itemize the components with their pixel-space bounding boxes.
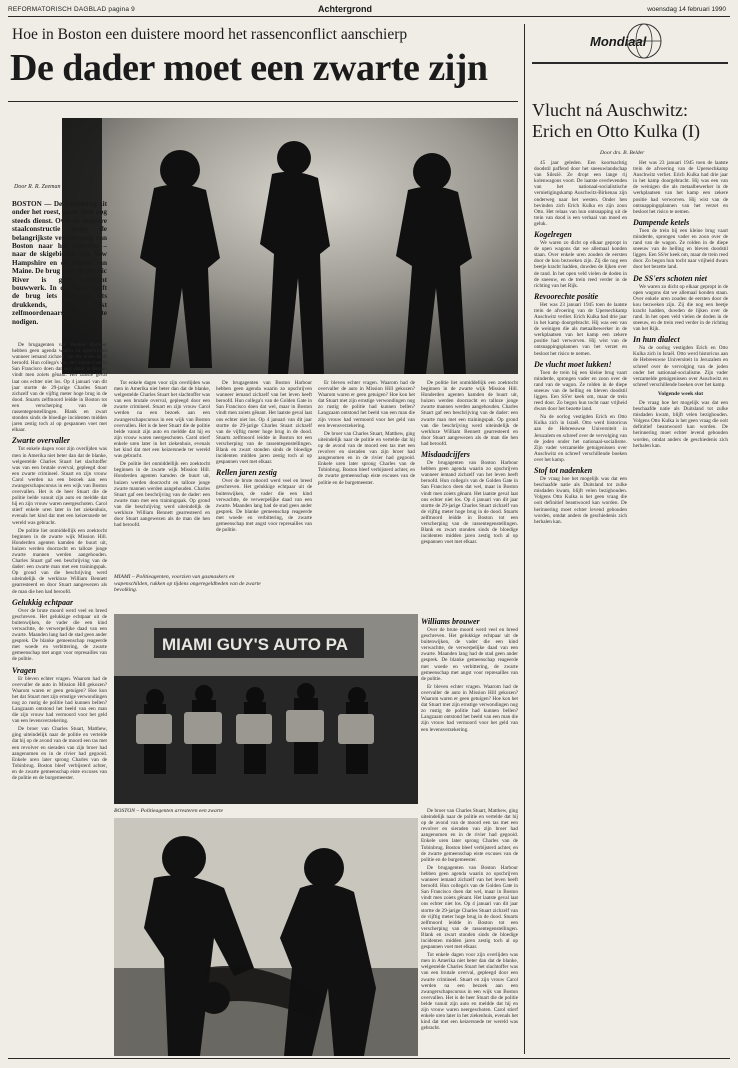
article-lead: BOSTON — De Tobinbrug zit onder het roest, maar doet nog steeds dienst. Over de duistere staalconstructie loopt de belangrijkste verkeersweg van Boston naar het noorden – naar de skigebieden van New Hampshire en de bossen van Maine. De brug over de Mystic River is geen elegant bouwwerk. In de regen heeft de brug iets sinisters, iets drukkends, zij lijkt zelfmoordenaars uit te nodigen. [12, 200, 107, 326]
article-paragraph: De brugagenten van Boston Harbour hebben geen agenda waarin zo opschrijven wanneer iemand zichzelf van het leven heeft beroofd. Hun collega's van de Golden Gate in San Francisco doen dat wel, maar in Boston vindt men zoiets gênant. Het laatste geval laat ons echter niet los. Op 4 januari van dit jaar stortte de 29-jarige Charles Stuart zichzelf van de vijftig meter hoge brug in de dood. Stuarts zelfmoord leidde in Boston tot een verscherping van de rassentegenstellingen. Blank en zwart stonden sinds de bloedige incidenten midden jaren zestig toch al op gespannen voet met elkaar. [12, 342, 107, 434]
sidebar-paragraph: Toen de trein bij een kleine brug vaart minderde, sprongen vader en zoon over de rand van de wagon. Ze rolden in de diepe sneeuw van de helling en bleven doodstil liggen. Een SS'er keek om, maar de trein reed door. Zo begon hun tocht naar vrijheid dwars door het bezette land. [633, 227, 728, 271]
article-headline: De dader moet een zwarte zijn [10, 47, 488, 89]
header-section: Achtergrond [318, 4, 372, 14]
photo-boston-arrest [114, 818, 418, 1056]
sidebar-subhead: Revoorechte positie [534, 291, 599, 301]
article-paragraph: De politie liet onmiddellijk een zoektocht beginnen in de zwarte wijk Mission Hill. Honderden agenten kamden de buurt uit, huizen werden doorzocht en talloze jonge zwarte mannen werden aangehouden. Charles Stuart gaf een beschrijving van de dader: een zwarte man met een trainingspak. Op grond van die beschrijving werd uiteindelijk de werkloze William Bennett gearresteerd en door Stuart aangewezen als de man die hen had beroofd. [12, 527, 107, 595]
section-logo [584, 22, 704, 60]
article-byline: Door R. R. Zeeman [14, 184, 61, 190]
article-paragraph: De broer van Charles Stuart, Matthew, ging uiteindelijk naar de politie en vertelde dat hij op de avond van de moord een tas met een revolver en sieraden van zijn broer had aangenomen en in de rivier had gegooid. Enkele uren later sprong Charles van de Tobinbrug. Boston bleef verbijsterd achter, en de zwarte gemeenschap eiste excuses van de politie en de burgemeester. [318, 430, 415, 486]
article-paragraph: Over de brute moord werd veel en breed geschreven. Het gelukkige echtpaar uit de buitenwijken, de vader die een kind verwachtte, de verwerpelijke daad van een zwarte. Maanden lang had de stad geen ander gesprek. De blanke gemeenschap reageerde met woede en verbittering, de zwarte gemeenschap met angst voor represailles van de politie. [216, 478, 312, 534]
article-subhead: Vragen [12, 665, 37, 675]
article-kicker: Hoe in Boston een duistere moord het rassenconflict aanschierp [12, 26, 408, 43]
article-paragraph: De broer van Charles Stuart, Matthew, ging uiteindelijk naar de politie en vertelde dat hij op de avond van de moord een tas met een revolver en sieraden van zijn broer had aangenomen en in de rivier had gegooid. Enkele uren later sprong Charles van de Tobinbrug. Boston bleef verbijsterd achter, en de zwarte gemeenschap eiste excuses van de politie en de burgemeester. [421, 808, 518, 863]
article-column-7 [421, 808, 518, 1044]
photo-miami-police [114, 614, 418, 804]
article-paragraph: De brugagenten van Boston Harbour hebben geen agenda waarin zo opschrijven wanneer iemand zichzelf van het leven heeft beroofd. Hun collega's van de Golden Gate in San Francisco doen dat wel, maar in Boston vindt men zoiets gênant. Het laatste geval laat ons echter niet los. Op 4 januari van dit jaar stortte de 29-jarige Charles Stuart zichzelf van de vijftig meter hoge brug in de dood. Stuarts zelfmoord leidde in Boston tot een verscherping van de rassentegenstellingen. Blank en zwart stonden sinds de bloedige incidenten midden jaren zestig toch al op gespannen voet met elkaar. [421, 460, 518, 546]
sidebar-top-rule [532, 62, 728, 64]
sidebar-subhead: In hun dialect [633, 335, 680, 345]
article-subhead: Misdaadcijfers [421, 450, 470, 460]
article-paragraph: De brugagenten van Boston Harbour hebben geen agenda waarin zo opschrijven wanneer iemand zichzelf van het leven heeft beroofd. Hun collega's van de Golden Gate in San Francisco doen dat wel, maar in Boston vindt men zoiets gênant. Het laatste geval laat ons echter niet los. Op 4 januari van dit jaar stortte de 29-jarige Charles Stuart zichzelf van de vijftig meter hoge brug in de dood. Stuarts zelfmoord leidde in Boston tot een verscherping van de rassentegenstellingen. Blank en zwart stonden sinds de bloedige incidenten midden jaren zestig toch al op gespannen voet met elkaar. [421, 864, 518, 951]
sidebar-subhead: De SS'ers schoten niet [633, 273, 708, 283]
sidebar-paragraph: Het was 23 januari 1945 toen de laatste trein de afvoering van de Upersechkamp Auschwitz verliet. Erich Kulka had drie jaar in het kamp doorgebracht. Hij was een van de weinigen die als metaalbewerker in de werkplaatsen van het kamp een zekere positie had verworven. Hij wist van de ontsnappingsplannen van het verzet en besloot het risico te nemen. [534, 301, 627, 357]
sidebar-paragraph: Toen de trein bij een kleine brug vaart minderde, sprongen vader en zoon over de rand van de wagon. Ze rolden in de diepe sneeuw van de helling en bleven doodstil liggen. Een SS'er keek om, maar de trein reed door. Zo begon hun tocht naar vrijheid dwars door het bezette land. [534, 369, 627, 413]
article-paragraph: Tot enkele dagen voor zijn overlijden was men in Amerika niet beter dan dat de blanke, welgestelde Charles Stuart het slachtoffer was van een brutale overval, gepleegd door een zwarte crimineel. Stuart en zijn vrouw Carol werden na een bezoek aan een zwangerschapscursus in een wijk van Boston overvallen. Het is de heer Stuart die de politie belde vanuit zijn auto en meldde dat hij en zijn vrouw waren neergeschoten. Carol stierf enkele uren later in het ziekenhuis, evenals het kind dat met een keizersnede ter wereld was gebracht. [12, 446, 107, 526]
article-paragraph: De politie liet onmiddellijk een zoektocht beginnen in de zwarte wijk Mission Hill. Honderden agenten kamden de buurt uit, huizen werden doorzocht en talloze jonge zwarte mannen werden aangehouden. Charles Stuart gaf een beschrijving van de dader: een zwarte man met een trainingspak. Op grond van die beschrijving werd uiteindelijk de werkloze William Bennett gearresteerd en door Stuart aangewezen als de man die hen had beroofd. [421, 380, 518, 447]
sidebar-subhead: De vlucht moet lukken! [534, 359, 612, 369]
sidebar-paragraph: De vraag hoe het mogelijk was dat een beschaafde natie als Duitsland tot zulke misdaden kwam, blijft velen bezighouden. Volgens Otto Kulka is het geen vraag die ooit definitief beantwoord kan worden. De herinnering moet echter levend gehouden worden, omdat anders de geschiedenis zich herhalen kan. [534, 476, 627, 525]
article-subhead: Rellen jaren zestig [216, 468, 277, 478]
article-paragraph: De politie liet onmiddellijk een zoektocht beginnen in de zwarte wijk Mission Hill. Honderden agenten kamden de buurt uit, huizen werden doorzocht en talloze jonge zwarte mannen werden aangehouden. Charles Stuart gaf een beschrijving van de dader: een zwarte man met een trainingspak. Op grond van die beschrijving werd uiteindelijk de werkloze William Bennett gearresteerd en door Stuart aangewezen als de man die hen had beroofd. [114, 461, 210, 529]
article-paragraph: De broer van Charles Stuart, Matthew, ging uiteindelijk naar de politie en vertelde dat hij op de avond van de moord een tas met een revolver en sieraden van zijn broer had aangenomen en in de rivier had gegooid. Enkele uren later sprong Charles van de Tobinbrug. Boston bleef verbijsterd achter, en de zwarte gemeenschap eiste excuses van de politie en de burgemeester. [12, 726, 107, 781]
sidebar-column-2 [633, 160, 728, 1040]
article-subhead: Zwarte overvaller [12, 436, 70, 446]
sidebar-subhead: Kogelregen [534, 230, 572, 240]
sidebar-paragraph: 45 jaar geleden. Een koortsachtig doodstil paffend door het sneeuwlandschap van Silezië. Ze dropt een lange rij kolenwagons voort. De laatste overlevenden van het nationaal-socialistische vernietigingskamp Auschwitz-Birkenau zijn onderweg naar het westen. Onder hen bevinden zich Erich Kulka en zijn zoon Otto. Het relaas van hun ontsnapping uit de trein van dood is een verhaal van moed en geluk. [534, 160, 627, 227]
article-paragraph: Over de brute moord werd veel en breed geschreven. Het gelukkige echtpaar uit de buitenwijken, de vader die een kind verwachtte, de verwerpelijke daad van een zwarte. Maanden lang had de stad geen ander gesprek. De blanke gemeenschap reageerde met woede en verbittering, de zwarte gemeenschap met angst voor represailles van de politie. [421, 627, 518, 682]
sidebar-paragraph: We waren zo dicht op elkaar gepropt in de open wagons dat we allemaal konden staan. Over enkele uren zouden de eersten door de kou bezweken zijn. Zij die nog een beetje kracht hadden, duwden de lijken over de rand. In het open veld vielen de doden in de sneeuw, en de trein reed verder in de richting van het Rijk. [534, 240, 627, 289]
section-logo-text: Mondiaal [590, 34, 647, 49]
bottom-rule [8, 1058, 730, 1059]
photo-running-figures [62, 118, 518, 374]
headline-rule [8, 101, 518, 102]
article-column-5 [421, 380, 518, 614]
article-paragraph: Over de brute moord werd veel en breed geschreven. Het gelukkige echtpaar uit de buitenwijken, de vader die een kind verwachtte, de verwerpelijke daad van een zwarte. Maanden lang had de stad geen ander gesprek. De blanke gemeenschap reageerde met woede en verbittering, de zwarte gemeenschap met angst voor represailles van de politie. [12, 607, 107, 663]
header-rule [8, 16, 730, 17]
article-paragraph: Tot enkele dagen voor zijn overlijden was men in Amerika niet beter dan dat de blanke, welgestelde Charles Stuart het slachtoffer was van een brutale overval, gepleegd door een zwarte crimineel. Stuart en zijn vrouw Carol werden na een bezoek aan een zwangerschapscursus in een wijk van Boston overvallen. Het is de heer Stuart die de politie belde vanuit zijn auto en meldde dat hij en zijn vrouw waren neergeschoten. Carol stierf enkele uren later in het ziekenhuis, evenals het kind dat met een keizersnede ter wereld was gebracht. [421, 952, 518, 1032]
article-column-4 [318, 380, 415, 614]
photo-caption-boston: BOSTON – Politieagenten arresteren een zwarte [114, 808, 224, 814]
article-paragraph: Er bleven echter vragen. Waarom had de overvaller de auto in Mission Hill gekozen? Waarom waren er geen getuigen? Hoe kon het dat Stuart met zijn ernstige verwondingen nog zo rustig de politie had kunnen bellen? Langzaam ontstond het beeld van een man die zijn vrouw had vermoord voor het geld van een levensverzekering. [12, 675, 107, 725]
sidebar-paragraph: Na de oorlog vestigden Erich en Otto Kulka zich in Israël. Otto werd historicus aan de Hebreeuwse Universiteit in Jeruzalem en schreef over de vervolging van de joden onder het nationaal-socialisme. Zijn vader verzamelde getuigenissen over Auschwitz en schreef verschillende boeken over het kamp. [534, 414, 627, 463]
header-paper-name: REFORMATORISCH DAGBLAD pagina 9 [8, 6, 135, 13]
photo-miami-police-image [114, 614, 418, 804]
column-divider [524, 24, 525, 1054]
sidebar-subhead: Dampende ketels [633, 217, 690, 227]
article-paragraph: Tot enkele dagen voor zijn overlijden was men in Amerika niet beter dan dat de blanke, welgestelde Charles Stuart het slachtoffer was van een brutale overval, gepleegd door een zwarte crimineel. Stuart en zijn vrouw Carol werden na een bezoek aan een zwangerschapscursus in een wijk van Boston overvallen. Het is de heer Stuart die de politie belde vanuit zijn auto en meldde dat hij en zijn vrouw waren neergeschoten. Carol stierf enkele uren later in het ziekenhuis, evenals het kind dat met een keizersnede ter wereld was gebracht. [114, 380, 210, 460]
store-sign-text: MIAMI GUY'S AUTO PA [162, 635, 349, 654]
sidebar-paragraph: De vraag hoe het mogelijk was dat een beschaafde natie als Duitsland tot zulke misdaden kwam, blijft velen bezighouden. Volgens Otto Kulka is het geen vraag die ooit definitief beantwoord kan worden. De herinnering moet echter levend gehouden worden, omdat anders de geschiedenis zich herhalen kan. [633, 400, 728, 449]
sidebar-paragraph: We waren zo dicht op elkaar gepropt in de open wagons dat we allemaal konden staan. Over enkele uren zouden de eersten door de kou bezweken zijn. Zij die nog een beetje kracht hadden, duwden de lijken over de rand. In het open veld vielen de doden in de sneeuw, en de trein reed verder in de richting van het Rijk. [633, 283, 728, 333]
sidebar-column-1 [534, 160, 627, 1040]
article-paragraph: De brugagenten van Boston Harbour hebben geen agenda waarin zo opschrijven wanneer iemand zichzelf van het leven heeft beroofd. Hun collega's van de Golden Gate in San Francisco doen dat wel, maar in Boston vindt men zoiets gênant. Het laatste geval laat ons echter niet los. Op 4 januari van dit jaar stortte de 29-jarige Charles Stuart zichzelf van de vijftig meter hoge brug in de dood. Stuarts zelfmoord leidde in Boston tot een verscherping van de rassentegenstellingen. Blank en zwart stonden sinds de bloedige incidenten midden jaren zestig toch al op gespannen voet met elkaar. [216, 380, 312, 466]
sidebar-subhead: Stof tot nadenken [534, 466, 593, 476]
photo-running-figures-image [62, 118, 518, 374]
article-subhead: Gelukkig echtpaar [12, 597, 74, 607]
sidebar-headline: Vlucht ná Auschwitz: Erich en Otto Kulka (I) [532, 100, 700, 141]
sidebar-paragraph: Het was 23 januari 1945 toen de laatste trein de afvoering van de Upersechkamp Auschwitz verliet. Erich Kulka had drie jaar in het kamp doorgebracht. Hij was een van de weinigen die als metaalbewerker in de werkplaatsen van het kamp een zekere positie had verworven. Hij wist van de ontsnappingsplannen van het verzet en besloot het risico te nemen. [633, 160, 728, 215]
photo-caption-miami: MIAMI – Politieagenten, voorzien van gasmaskers en wapenschilden, rukken op tijdens ongeregeldheden van de zwarte bevolking. [114, 574, 261, 594]
sidebar-footnote: Volgende week slot [657, 390, 704, 397]
article-paragraph: Er bleven echter vragen. Waarom had de overvaller de auto in Mission Hill gekozen? Waarom waren er geen getuigen? Hoe kon het dat Stuart met zijn ernstige verwondingen nog zo rustig de politie had kunnen bellen? Langzaam ontstond het beeld van een man die zijn vrouw had vermoord voor het geld van een levensverzekering. [421, 683, 518, 733]
article-subhead: Williams brouwer [421, 617, 480, 626]
photo-boston-arrest-image [114, 818, 418, 1056]
article-column-1 [12, 342, 107, 1032]
sidebar-byline: Door drs. B. Belder [600, 150, 645, 156]
sidebar-paragraph: Na de oorlog vestigden Erich en Otto Kulka zich in Israël. Otto werd historicus aan de Hebreeuwse Universiteit in Jeruzalem en schreef over de vervolging van de joden onder het nationaal-socialisme. Zijn vader verzamelde getuigenissen over Auschwitz en schreef verschillende boeken over het kamp. [633, 345, 728, 388]
article-column-6 [421, 614, 518, 804]
header-date: woensdag 14 februari 1990 [647, 6, 726, 13]
article-paragraph: Er bleven echter vragen. Waarom had de overvaller de auto in Mission Hill gekozen? Waarom waren er geen getuigen? Hoe kon het dat Stuart met zijn ernstige verwondingen nog zo rustig de politie had kunnen bellen? Langzaam ontstond het beeld van een man die zijn vrouw had vermoord voor het geld van een levensverzekering. [318, 380, 415, 429]
